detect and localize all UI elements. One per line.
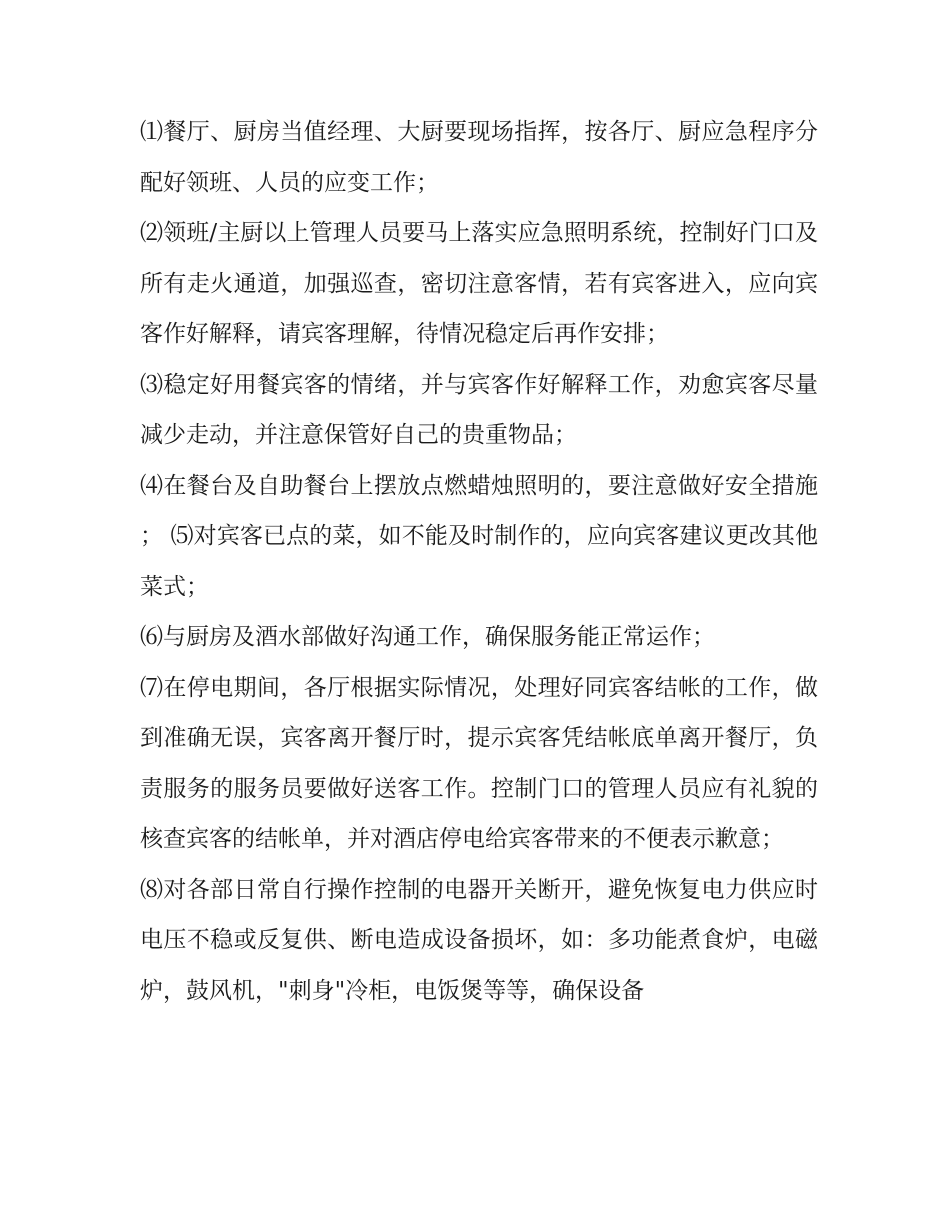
paragraph-6: ⑺在停电期间，各厅根据实际情况，处理好同宾客结帐的工作，做到准确无误，宾客离开餐厅时，提示宾客凭结帐底单离开餐厅，负责服务的服务员要做好送客工作。控制门口的管理人员应有礼貌的核查宾客的结帐单，并对酒店停电给宾客带来的不便表示歉意； [140,674,818,852]
paragraph-1: ⑴餐厅、厨房当值经理、大厨要现场指挥，按各厅、厨应急程序分配好领班、人员的应变工作； [140,119,818,196]
paragraph-4: ⑷在餐台及自助餐台上摆放点燃蜡烛照明的，要注意做好安全措施； ⑸对宾客已点的菜，如不能及时制作的，应向宾客建议更改其他菜式； [140,472,818,600]
paragraph-3: ⑶稳定好用餐宾客的情绪，并与宾客作好解释工作，劝愈宾客尽量减少走动，并注意保管好自己的贵重物品； [140,371,818,448]
paragraph-7: ⑻对各部日常自行操作控制的电器开关断开，避免恢复电力供应时电压不稳或反复供、断电造成设备损坏，如：多功能煮食炉，电磁炉，鼓风机，"刺身"冷柜，电饭煲等等，确保设备 [140,876,818,1004]
paragraph-5: ⑹与厨房及酒水部做好沟通工作，确保服务能正常运作； [140,624,715,650]
paragraph-2: ⑵领班/主厨以上管理人员要马上落实应急照明系统，控制好门口及所有走火通道，加强巡查，密切注意客情，若有宾客进入，应向宾客作好解释，请宾客理解，待情况稳定后再作安排； [140,220,818,347]
document-body [140,107,818,1016]
